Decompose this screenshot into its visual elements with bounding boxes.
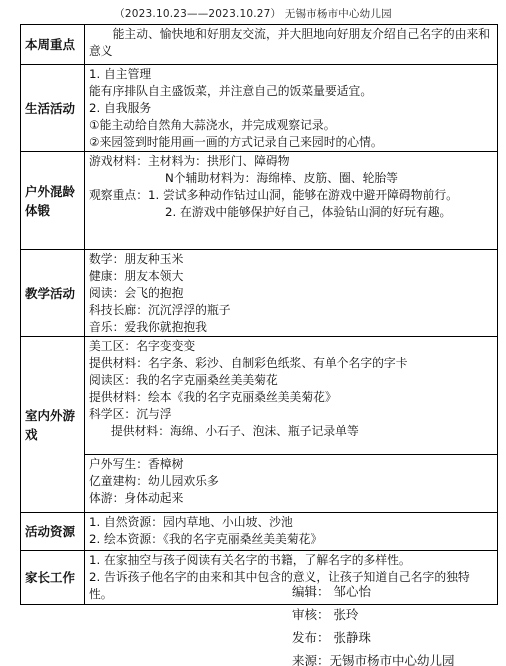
table-row-life — [21, 65, 498, 152]
row-content-games-indoor — [85, 337, 498, 455]
games-indoor-line: 阅读区：我的名字克丽桑丝美美菊花 — [89, 373, 278, 387]
row-label-outdoor: 户外混龄体锻 — [21, 152, 85, 250]
row-content-life — [85, 65, 498, 152]
games-indoor-line: 美工区：名字变变变 — [89, 339, 196, 353]
table-row-focus — [21, 25, 498, 65]
row-label-resources: 活动资源 — [21, 513, 85, 551]
row-label-games: 室内外游戏 — [21, 337, 85, 513]
games-indoor-line: 提供材料：名字条、彩沙、自制彩色纸浆、有单个名字的字卡 — [89, 356, 408, 370]
row-label-life: 生活活动 — [21, 65, 85, 152]
table-row-teaching — [21, 250, 498, 337]
games-outdoor-line: 体游：身体动起来 — [89, 491, 184, 505]
editor-credit: 编辑： 邹心怡 — [292, 584, 371, 599]
row-content-resources — [85, 513, 498, 551]
teaching-line: 音乐：爱我你就抱抱我 — [89, 320, 207, 334]
parents-line: 2. 告诉孩子他名字的由来和其中包含的意义，让孩子知道自己名字的独特性。 — [89, 570, 470, 601]
life-line: 2. 自我服务 — [89, 101, 152, 115]
row-content-focus — [85, 25, 498, 65]
row-label-parents: 家长工作 — [21, 551, 85, 605]
outdoor-line: N个辅助材料为：海绵棒、皮筋、圈、轮胎等 — [165, 171, 398, 185]
life-line: ②来园签到时能用画一画的方式记录自己来园时的心情。 — [89, 135, 383, 149]
focus-text: 能主动、愉快地和好朋友交流，并大胆地向好朋友介绍自己名字的由来和意义 — [89, 27, 491, 58]
resources-line: 2. 绘本资源：《我的名字克丽桑丝美美菊花》 — [89, 532, 323, 546]
teaching-line: 数学：朋友种玉米 — [89, 252, 184, 266]
teaching-line: 阅读：会飞的抱抱 — [89, 286, 184, 300]
life-line: 能有序排队自主盛饭菜，并注意自己的饭菜量要适宜。 — [89, 84, 373, 98]
table-row-games-indoor — [21, 337, 498, 455]
document-header: （2023.10.23——2023.10.27） 无锡市杨市中心幼儿园 — [114, 8, 392, 20]
table-row-outdoor — [21, 152, 498, 250]
publisher-credit: 发布： 张静珠 — [292, 630, 371, 645]
outdoor-line: 观察重点：1. 尝试多种动作钻过山洞，能够在游戏中避开障碍物前行。 — [89, 188, 458, 202]
row-label-focus: 本周重点 — [21, 25, 85, 65]
resources-line: 1. 自然资源：园内草地、小山坡、沙池 — [89, 515, 293, 529]
teaching-line: 健康：朋友本领大 — [89, 269, 184, 283]
row-content-games-outdoor — [85, 455, 498, 513]
outdoor-line: 游戏材料：主材料为：拱形门、障碍物 — [89, 154, 290, 168]
parents-line: 1. 在家抽空与孩子阅读有关名字的书籍，了解名字的多样性。 — [89, 553, 411, 567]
credits-block — [292, 580, 455, 666]
games-indoor-line: 提供材料：海绵、小石子、泡沫、瓶子记录单等 — [111, 424, 359, 438]
outdoor-line: 2. 在游戏中能够保护好自己，体验钻山洞的好玩有趣。 — [165, 205, 452, 219]
table-row-games-outdoor — [21, 455, 498, 513]
games-outdoor-line: 户外写生：香樟树 — [89, 457, 184, 471]
reviewer-credit: 审核： 张玲 — [292, 607, 359, 622]
table-row-resources — [21, 513, 498, 551]
row-content-teaching — [85, 250, 498, 337]
games-outdoor-line: 亿童建构：幼儿园欢乐多 — [89, 474, 219, 488]
weekly-plan-table — [20, 24, 498, 605]
teaching-line: 科技长廊：沉沉浮浮的瓶子 — [89, 303, 231, 317]
life-line: ①能主动给自然角大蒜浇水，并完成观察记录。 — [89, 118, 336, 132]
games-indoor-line: 提供材料：绘本《我的名字克丽桑丝美美菊花》 — [89, 390, 337, 404]
row-label-teaching: 教学活动 — [21, 250, 85, 337]
row-content-outdoor — [85, 152, 498, 250]
source-credit: 来源：无锡市杨市中心幼儿园 — [292, 653, 455, 666]
games-indoor-line: 科学区：沉与浮 — [89, 407, 172, 421]
life-line: 1. 自主管理 — [89, 67, 152, 81]
